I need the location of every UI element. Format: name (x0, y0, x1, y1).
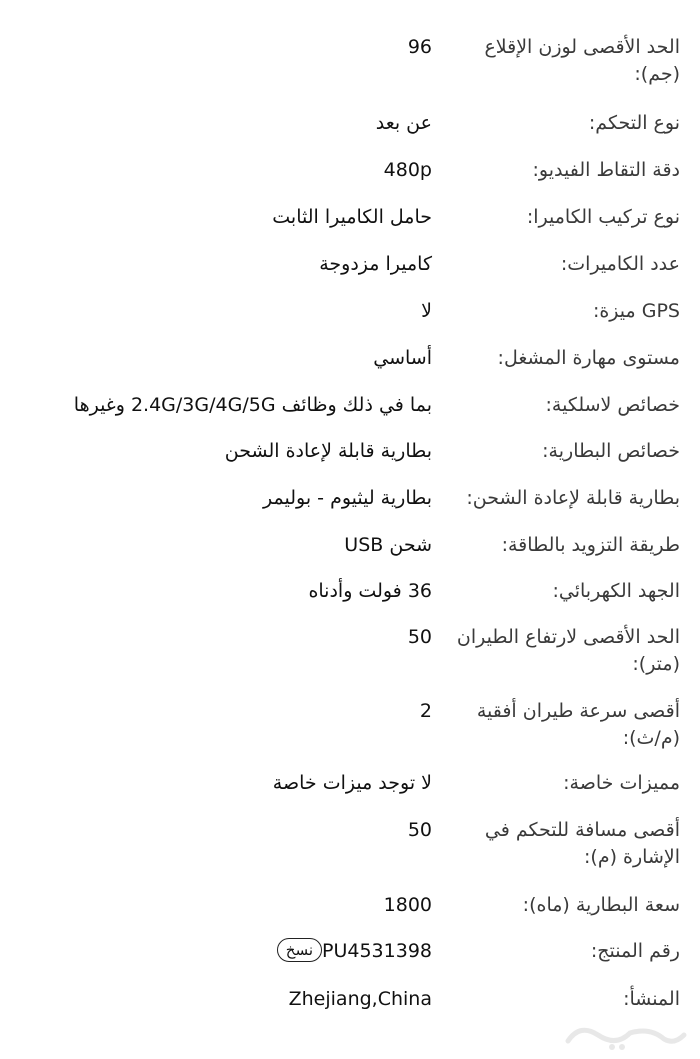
spec-value: لا توجد ميزات خاصة (272, 772, 432, 794)
spec-value (12, 157, 432, 184)
spec-value-text: 1800 (383, 894, 432, 916)
spec-value (12, 624, 432, 651)
spec-label: عدد الكاميرات: (560, 253, 680, 275)
spec-label: الحد الأقصى لارتفاع الطيران (متر): (456, 626, 680, 675)
spec-label: مستوى مهارة المشغل: (497, 347, 680, 369)
spec-value: أساسي (373, 347, 432, 369)
spec-value (12, 892, 432, 919)
spec-value: عن بعد (375, 112, 432, 134)
spec-label: بطارية قابلة لإعادة الشحن: (466, 487, 680, 509)
spec-label: المنشأ: (623, 988, 680, 1010)
spec-value: لا (421, 300, 432, 322)
spec-label: الجهد الكهربائي: (552, 580, 680, 602)
spec-label: نوع التحكم: (588, 112, 680, 134)
product-number: PU4531398 (322, 940, 432, 962)
spec-label: مميزات خاصة: (563, 772, 680, 794)
site-logo-watermark-icon (560, 1017, 690, 1053)
spec-value: كاميرا مزدوجة (319, 253, 432, 275)
spec-label: أقصى مسافة للتحكم في الإشارة (م): (484, 819, 680, 868)
spec-value-text: 480p (383, 159, 432, 181)
spec-value-text: Zhejiang,China (288, 988, 432, 1010)
spec-label: طريقة التزويد بالطاقة: (501, 534, 680, 556)
spec-label: رقم المنتج: (590, 940, 680, 962)
spec-label: خصائص البطارية: (542, 440, 680, 462)
spec-value (12, 938, 432, 965)
spec-value: بطارية قابلة لإعادة الشحن (224, 440, 432, 462)
spec-value: بطارية ليثيوم - بوليمر (263, 487, 432, 509)
spec-value (12, 986, 432, 1013)
spec-value-text: 50 (407, 626, 432, 648)
copy-button[interactable]: نسخ (277, 938, 322, 962)
spec-label: دقة التقاط الفيديو: (532, 159, 680, 181)
spec-label: نوع تركيب الكاميرا: (526, 206, 680, 228)
spec-value (12, 34, 432, 61)
spec-value-text: 2 (419, 700, 432, 722)
spec-label: أقصى سرعة طيران أفقية (م/ث): (476, 700, 680, 749)
spec-value-text: 96 (407, 36, 432, 58)
spec-label: سعة البطارية (ماه): (522, 894, 680, 916)
spec-value (12, 698, 432, 725)
spec-value (12, 817, 432, 844)
spec-label: الحد الأقصى لوزن الإقلاع (جم): (484, 36, 680, 85)
spec-value: حامل الكاميرا الثابت (272, 206, 432, 228)
spec-value: بما في ذلك وظائف 2.4G/3G/4G/5G وغيرها (73, 394, 432, 416)
spec-value-text: 50 (407, 819, 432, 841)
spec-label: GPS ميزة: (592, 300, 680, 322)
spec-value: 36 فولت وأدناه (308, 580, 432, 602)
spec-label: خصائص لاسلكية: (545, 394, 680, 416)
spec-value: شحن USB (344, 534, 432, 556)
